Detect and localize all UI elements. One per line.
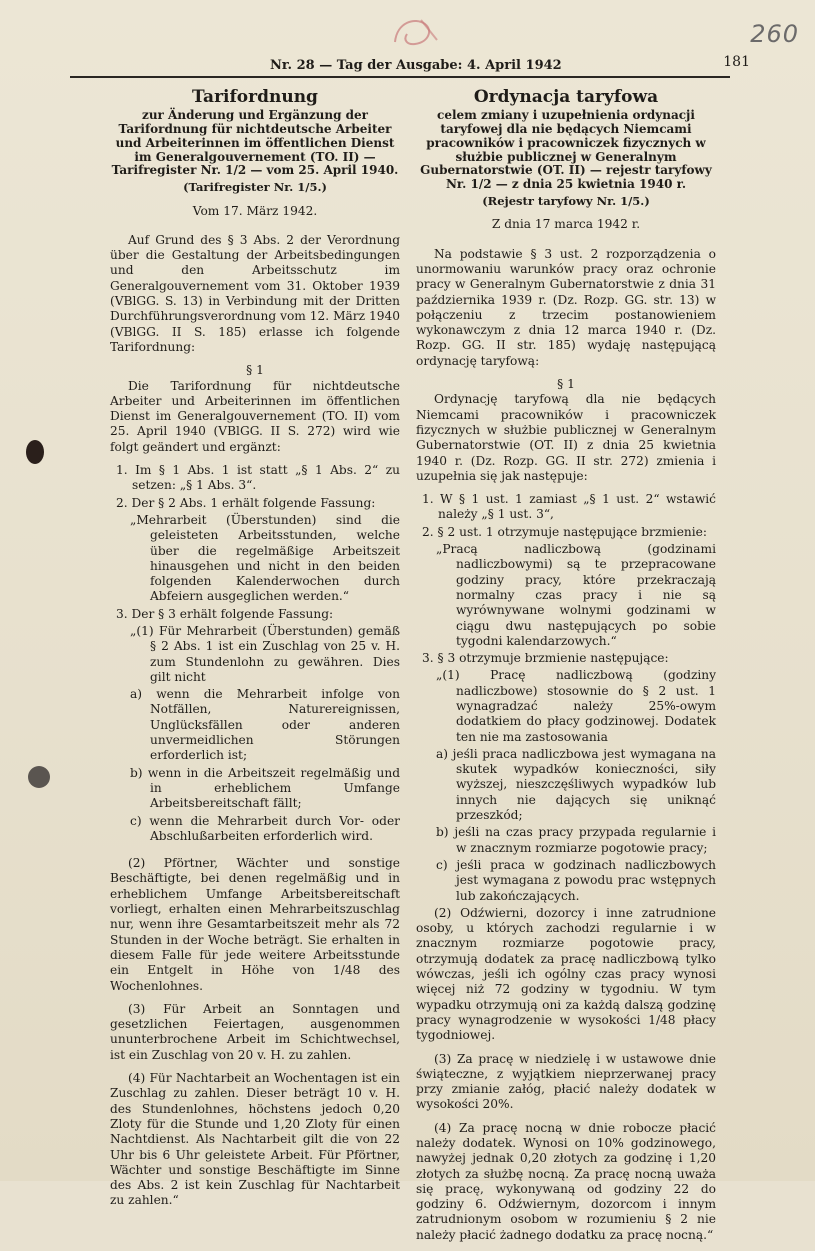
polish-item-2-text: „Pracą nadliczbową (godzinami nadliczbowymi) są te przepracowane godziny pracy, które przekraczają normalny czas pracy i nie są wyrównywane wolnymi godzinami w ciągu dwu następujących po sobie tygodni kalendarzowych.“ <box>436 542 716 648</box>
punch-hole <box>28 766 50 788</box>
issue-line: Nr. 28 — Tag der Ausgabe: 4. April 1942 <box>270 58 562 73</box>
german-item-2-text: „Mehrarbeit (Überstunden) sind die geleisteten Arbeitsstunden, welche über die regelmäßige Arbeitszeit hinausgehen und nicht in den beiden folgenden Kalenderwochen durch Abfeiern ausgeglichen werden.“ <box>130 512 400 604</box>
polish-register: (Rejestr taryfowy Nr. 1/5.) <box>482 194 650 209</box>
polish-item-2: 2. § 2 ust. 1 otrzymuje następujące brzmienie: <box>422 524 707 539</box>
polish-subtitle: celem zmiany i uzupełnienia ordynacji taryfowej dla nie będących Niemcami pracowników i pracowniczek fizycznych w służbie publicznej w Generalnym Gubernatorstwie (OT. II) — rejestr taryfowy Nr. 1/2 — z dnia 25 kwietnia 1940 r. <box>420 108 712 192</box>
german-date: Vom 17. März 1942. <box>192 203 318 218</box>
ink-blot <box>26 440 44 464</box>
german-item-3: 3. Der § 3 erhält folgende Fassung: <box>116 606 334 621</box>
polish-date: Z dnia 17 marca 1942 r. <box>491 217 641 232</box>
polish-item-1: 1. W § 1 ust. 1 zamiast „§ 1 ust. 2“ wstawić należy „§ 1 ust. 3“, <box>422 492 716 522</box>
german-sub-a: a) wenn die Mehrarbeit infolge von Notfällen, Naturereignissen, Unglücksfällen oder anderen unvermeidlichen Störungen erforderlich ist; <box>130 687 400 763</box>
polish-item-3: 3. § 3 otrzymuje brzmienie następujące: <box>422 651 669 666</box>
polish-item-3-text: „(1) Pracę nadliczbową (godziny nadliczbowe) stosownie do § 2 ust. 1 wynagradzać należy 25%-owym dodatkiem do płacy godzinowej. Dodatek ten nie ma zastosowania <box>436 668 716 744</box>
german-title: Tarifordnung <box>192 87 318 107</box>
polish-title: Ordynacja taryfowa <box>473 87 659 107</box>
german-register: (Tarifregister Nr. 1/5.) <box>183 180 327 195</box>
german-item-1: 1. Im § 1 Abs. 1 ist statt „§ 1 Abs. 2“ zu setzen: „§ 1 Abs. 3“. <box>116 463 400 493</box>
polish-paragraph-3: (3) Za pracę w niedzielę i w ustawowe dnie świąteczne, z wyjątkiem nieprzerwanej pracy przy zmianie załóg, płacić należy dodatek w wysokości 20%. <box>416 1051 716 1112</box>
polish-paragraph-2: (2) Odźwierni, dozorcy i inne zatrudnione osoby, u których zachodzi regularnie i w znacznym rozmiarze pogotowie pracy, otrzymują dodatek za pracę nadliczbową tylko wówczas, jeśli ich ogólny czas pracy wynosi więcej niż 72 godziny w tygodniu. W tym wypadku otrzymują oni za każdą dalszą godzinę pracy wynagrodzenie w wysokości 1/48 płacy tygodniowej. <box>416 905 716 1043</box>
polish-sub-a: a) jeśli praca nadliczbowa jest wymagana na skutek wypadków konieczności, siły wyższej, nieszczęśliwych wypadków lub innych nie dających się uniknąć przeszkód; <box>436 746 716 823</box>
german-paragraph-4: (4) Für Nachtarbeit an Wochentagen ist ein Zuschlag zu zahlen. Dieser beträgt 10 v. H. des Stundenlohnes, höchstens jedoch 0,20 Zloty für die Stunde und 1,20 Zloty für einen Nachtdienst. Als Nachtarbeit gilt die von 22 Uhr bis 6 Uhr geleistete Arbeit. Für Pförtner, Wächter und sonstige Beschäftigte im Sinne des Abs. 2 ist kein Zuschlag für Nachtarbeit zu zahlen.“ <box>110 1071 400 1208</box>
polish-section-1-text: Ordynację taryfową dla nie będących Niemcami pracowników i pracowniczek fizycznych w służbie publicznej w Generalnym Gubernatorstwie (OT. II) z dnia 25 kwietnia 1940 r. (Dz. Rozp. GG. II str. 272) zmienia i uzupełnia się jak następuje: <box>416 392 716 483</box>
german-column <box>110 87 400 1217</box>
german-subtitle: zur Änderung und Ergänzung der Tarifordnung für nichtdeutsche Arbeiter und Arbeiterinnen im öffentlichen Dienst im Generalgouvernement (TO. II) — Tarifregister Nr. 1/2 — vom 25. April 1940. <box>111 108 399 178</box>
german-paragraph-2: (2) Pförtner, Wächter und sonstige Beschäftigte, bei denen regelmäßig und in erheblichem Umfange Arbeitsbereitschaft vorliegt, erhalten einen Mehrarbeitszuschlag nur, wenn ihre Gesamtarbeitszeit mehr als 72 Stunden in der Woche beträgt. Sie erhalten in diesem Falle für jede weitere Arbeitsstunde ein Entgelt in Höhe von 1/48 des Wochenlohnes. <box>110 856 400 993</box>
polish-column <box>416 87 716 1251</box>
german-item-3-text: „(1) Für Mehrarbeit (Überstunden) gemäß § 2 Abs. 1 ist ein Zuschlag von 25 v. H. zum Stundenlohn zu gewähren. Dies gilt nicht <box>130 624 400 684</box>
handwritten-page-number: 260 <box>750 20 799 48</box>
polish-sub-c: c) jeśli praca w godzinach nadliczbowych jest wymagana z powodu prac wstępnych lub zakończających. <box>436 857 716 903</box>
german-sub-b: b) wenn in die Arbeitszeit regelmäßig und in erheblichem Umfange Arbeitsbereitschaft fällt; <box>130 765 400 811</box>
polish-sub-b: b) jeśli na czas pracy przypada regularnie i w znacznym rozmiarze pogotowie pracy; <box>436 825 716 855</box>
page-number: 181 <box>723 54 750 70</box>
german-section-1: § 1 <box>246 363 264 378</box>
german-item-2: 2. Der § 2 Abs. 1 erhält folgende Fassung: <box>116 495 376 510</box>
german-intro: Auf Grund des § 3 Abs. 2 der Verordnung über die Gestaltung der Arbeitsbedingungen und den Arbeitsschutz im Generalgouvernement vom 31. Oktober 1939 (VBlGG. S. 13) in Verbindung mit der Dritten Durchführungsverordnung vom 12. März 1940 (VBlGG. II S. 185) erlasse ich folgende Tarifordnung: <box>110 232 400 354</box>
german-sub-c: c) wenn die Mehrarbeit durch Vor- oder Abschlußarbeiten erforderlich wird. <box>130 813 400 843</box>
polish-intro: Na podstawie § 3 ust. 2 rozporządzenia o unormowaniu warunków pracy oraz ochronie pracy w Generalnym Gubernatorstwie z dnia 31 października 1939 r. (Dz. Rozp. GG. str. 13) w połączeniu z trzecim postanowieniem wykonawczym z dnia 12 marca 1940 r. (Dz. Rozp. GG. II str. 185) wydaję następującą ordynację taryfową: <box>416 246 716 368</box>
polish-paragraph-4: (4) Za pracę nocną w dnie robocze płacić należy dodatek. Wynosi on 10% godzinowego, nawyżej jednak 0,20 złotych za godzinę i 1,20 złotych za służbę nocną. Za pracę nocną uważa się pracę, wykonywaną od godziny 22 do godziny 6. Odźwiernym, dozorcom i innym zatrudnionym osobom w rozumieniu § 2 nie należy płacić żadnego dodatku za pracę nocną.“ <box>416 1120 716 1242</box>
german-section-1-text: Die Tarifordnung für nichtdeutsche Arbeiter und Arbeiterinnen im öffentlichen Dienst im Generalgouvernement (TO. II) vom 25. April 1940 (VBlGG. II S. 272) wird wie folgt geändert und ergänzt: <box>110 378 400 454</box>
german-paragraph-3: (3) Für Arbeit an Sonntagen und gesetzlichen Feiertagen, ausgenommen ununterbrochene Arbeit im Schichtwechsel, ist ein Zuschlag von 20 v. H. zu zahlen. <box>110 1001 400 1062</box>
polish-section-1: § 1 <box>557 377 575 392</box>
page-header <box>70 46 750 78</box>
